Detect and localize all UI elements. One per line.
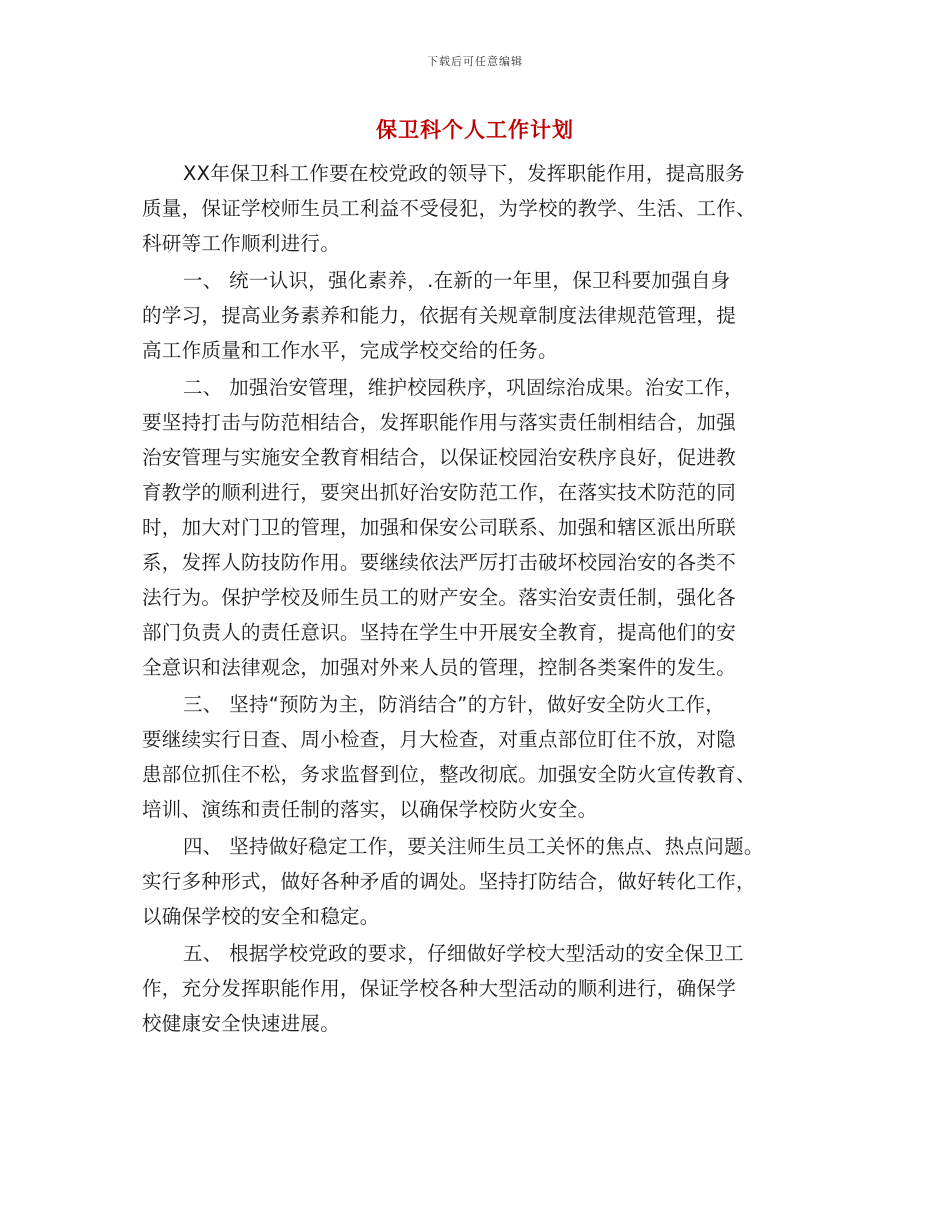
paragraph-line: 时，加大对门卫的管理，加强和保安公司联系、加强和辖区派出所联: [142, 516, 737, 539]
paragraph-line: 的学习，提高业务素养和能力，依据有关规章制度法律规范管理，提: [142, 304, 737, 327]
paragraph-line: 要坚持打击与防范相结合，发挥职能作用与落实责任制相结合，加强: [142, 411, 737, 434]
paragraph-line: XX年保卫科工作要在校党政的领导下，发挥职能作用，提高服务: [183, 162, 745, 185]
paragraph-line: 三、 坚持“预防为主，防消结合”的方针，做好安全防火工作，: [183, 693, 726, 716]
paragraph-line: 以确保学校的安全和稳定。: [142, 905, 380, 928]
paragraph-item-5: [142, 936, 810, 1041]
paragraph-line: 全意识和法律观念，加强对外来人员的管理，控制各类案件的发生。: [142, 656, 737, 679]
paragraph-line: 育教学的顺利进行，要突出抓好治安防范工作，在落实技术防范的同: [142, 481, 737, 504]
paragraph-line: 质量，保证学校师生员工利益不受侵犯，为学校的教学、生活、工作、: [142, 197, 756, 220]
paragraph-intro: [142, 156, 810, 261]
paragraph-line: 作，充分发挥职能作用，保证学校各种大型活动的顺利进行，确保学: [142, 977, 737, 1000]
paragraph-line: 科研等工作顺利进行。: [142, 232, 341, 255]
paragraph-item-2: [142, 370, 810, 685]
paragraph-line: 四、 坚持做好稳定工作，要关注师生员工关怀的焦点、热点问题。: [183, 835, 764, 858]
paragraph-item-1: [142, 263, 810, 368]
paragraph-line: 法行为。保护学校及师生员工的财产安全。落实治安责任制，强化各: [142, 586, 737, 609]
paragraph-line: 治安管理与实施安全教育相结合，以保证校园治安秩序良好，促进教: [142, 446, 737, 469]
paragraph-line: 五、 根据学校党政的要求，仔细做好学校大型活动的安全保卫工: [183, 942, 744, 965]
paragraph-line: 要继续实行日查、周小检查，月大检查，对重点部位盯住不放，对隐: [142, 728, 737, 751]
paragraph-line: 一、 统一认识，强化素养，.在新的一年里，保卫科要加强自身: [183, 269, 731, 292]
document-title: 保卫科个人工作计划: [376, 118, 574, 142]
paragraph-line: 高工作质量和工作水平，完成学校交给的任务。: [142, 339, 558, 362]
header-note: 下载后可任意编辑: [427, 55, 523, 68]
paragraph-line: 实行多种形式，做好各种矛盾的调处。坚持打防结合，做好转化工作，: [142, 870, 756, 893]
paragraph-line: 校健康安全快速进展。: [142, 1012, 341, 1035]
paragraph-line: 患部位抓住不松，务求监督到位，整改彻底。加强安全防火宣传教育、: [142, 763, 756, 786]
paragraph-line: 培训、演练和责任制的落实，以确保学校防火安全。: [142, 798, 598, 821]
paragraph-item-3: [142, 687, 810, 827]
paragraph-item-4: [142, 829, 810, 934]
paragraph-line: 二、 加强治安管理，维护校园秩序，巩固综治成果。治安工作，: [183, 376, 744, 399]
paragraph-line: 部门负责人的责任意识。坚持在学生中开展安全教育，提高他们的安: [142, 621, 737, 644]
document-body: [142, 156, 810, 1041]
paragraph-line: 系，发挥人防技防作用。要继续依法严厉打击破坏校园治安的各类不: [142, 551, 737, 574]
